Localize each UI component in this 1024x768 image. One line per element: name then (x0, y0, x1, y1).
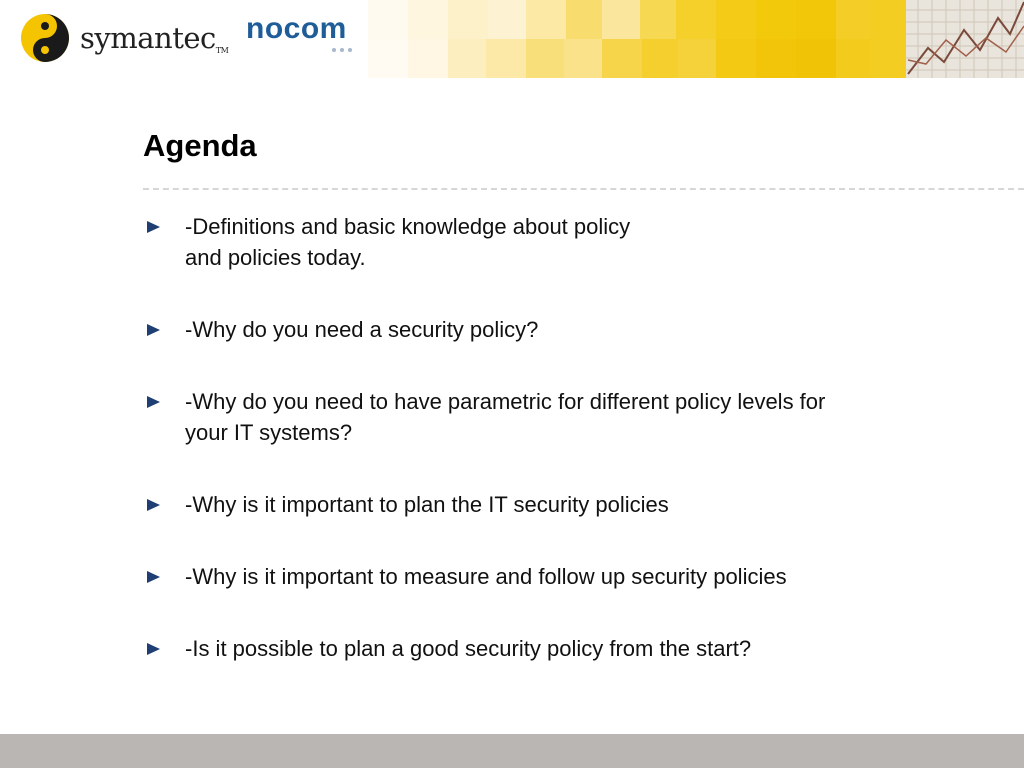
symantec-tm: TM (215, 46, 229, 55)
list-item (145, 386, 965, 448)
nocom-logo (246, 14, 366, 58)
symantec-logo-text: symantecTM (80, 21, 229, 55)
line-chart-graphic-icon (906, 0, 1024, 78)
triangle-bullet-icon (147, 571, 160, 583)
triangle-bullet-icon (147, 324, 160, 336)
list-item (145, 211, 965, 273)
triangle-bullet-icon (147, 643, 160, 655)
triangle-bullet-icon (147, 221, 160, 233)
nocom-logo-text: nocom (246, 12, 347, 45)
triangle-bullet-icon (147, 396, 160, 408)
symantec-logo-icon (20, 13, 70, 63)
agenda-item-text: -Why is it important to measure and follow up security policies (185, 564, 787, 589)
agenda-item-text: -Why is it important to plan the IT security policies (185, 492, 669, 517)
agenda-item-text: -Why do you need a security policy? (185, 317, 539, 342)
list-item (145, 561, 965, 592)
triangle-bullet-icon (147, 499, 160, 511)
page-title: Agenda (143, 128, 257, 163)
list-item (145, 314, 965, 345)
agenda-item-text: -Definitions and basic knowledge about policy (185, 214, 631, 239)
agenda-item-text: -Is it possible to plan a good security policy from the start? (185, 636, 752, 661)
list-item (145, 489, 965, 520)
agenda-item-text-cont: your IT systems? (185, 420, 353, 445)
title-divider (143, 188, 1024, 190)
list-item (145, 633, 965, 664)
agenda-item-text: -Why do you need to have parametric for different policy levels for (185, 389, 826, 414)
nocom-dots-icon (332, 48, 352, 52)
symantec-logo (20, 12, 228, 64)
agenda-item-text-cont: and policies today. (185, 245, 366, 270)
agenda-list (145, 211, 965, 705)
header-banner (0, 0, 1024, 78)
footer-bar (0, 734, 1024, 768)
